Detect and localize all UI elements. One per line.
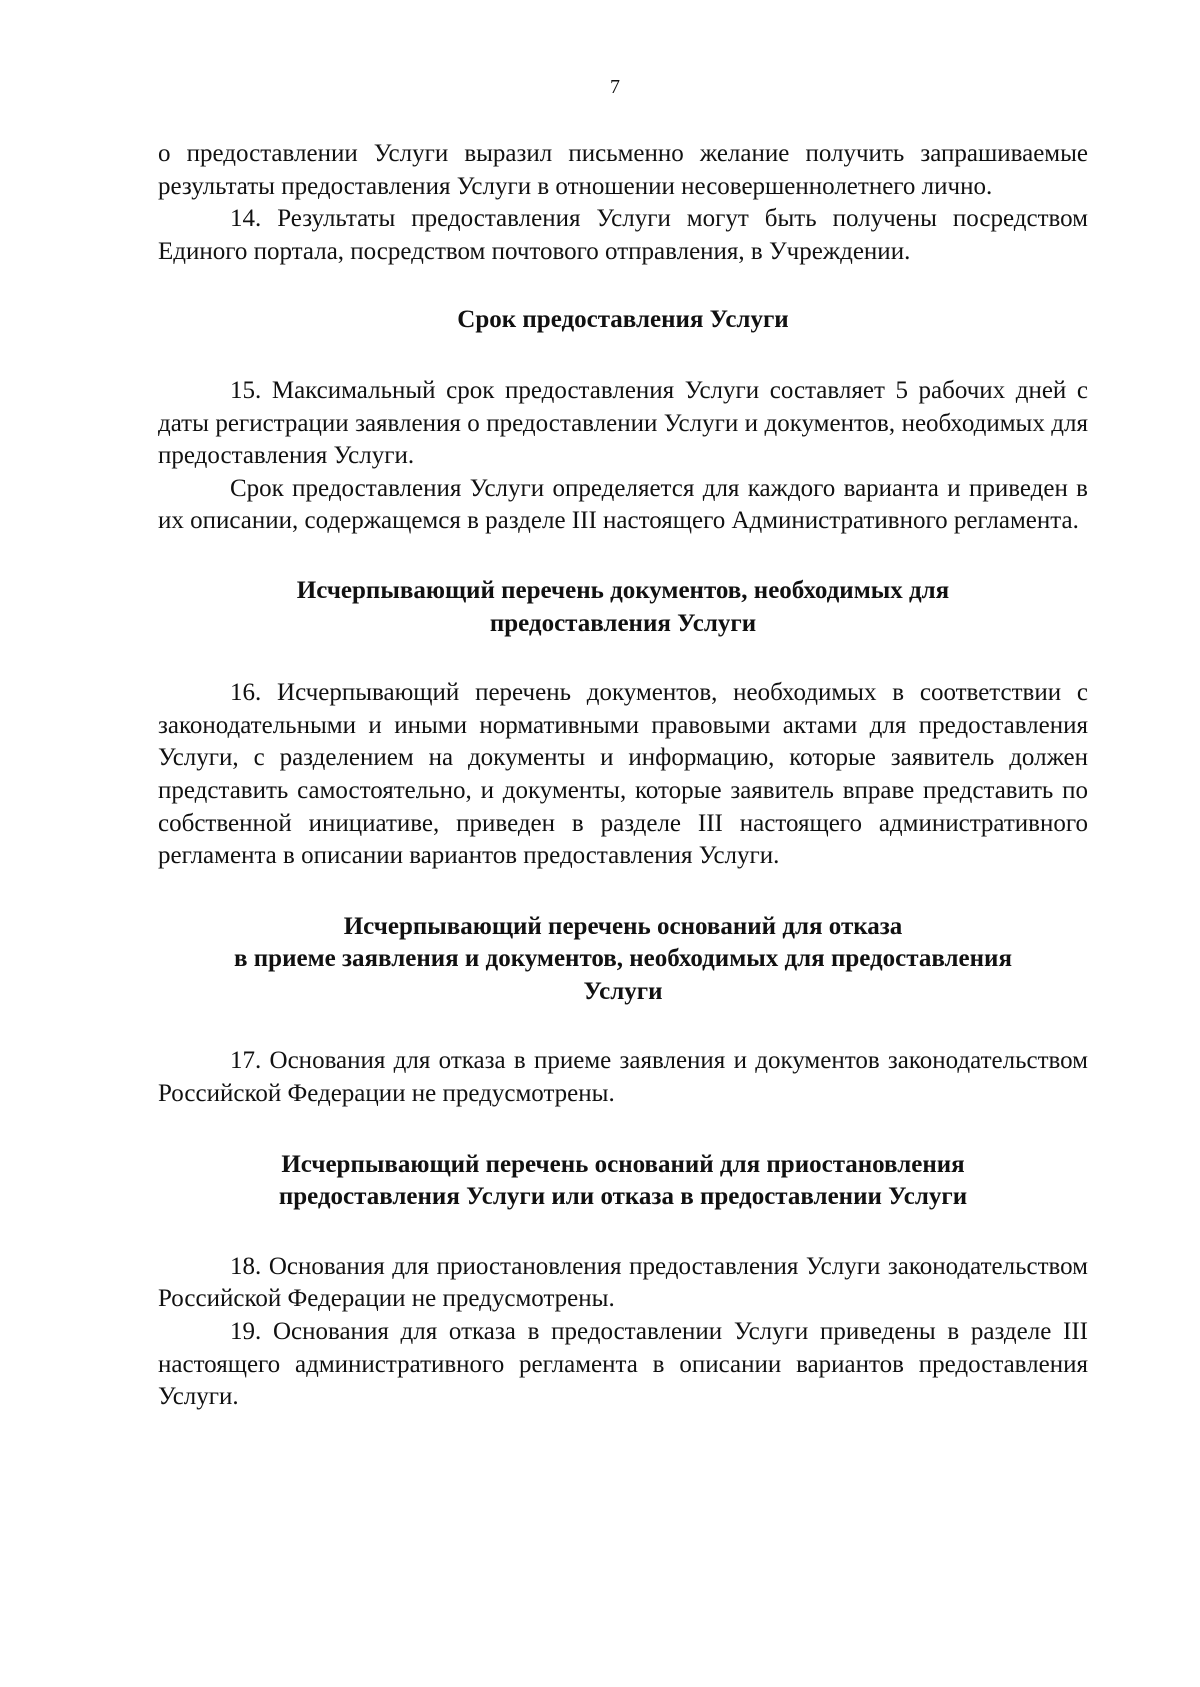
- section-heading-suspension: [158, 1149, 1088, 1214]
- heading-line: предоставления Услуги или отказа в предоставлении Услуги: [278, 1183, 968, 1211]
- section-heading-term: [158, 304, 1088, 337]
- heading-line: в приеме заявления и документов, необходимых для предоставления: [234, 945, 1012, 973]
- paragraph-15-term-variant: Срок предоставления Услуги определяется для каждого варианта и приведен в их описании, содержащемся в разделе III настоящего Административного регламента.: [158, 474, 1088, 535]
- paragraph-17: 17. Основания для отказа в приеме заявления и документов законодательством Российской Федерации не предусмотрены.: [158, 1047, 1088, 1108]
- heading-line: Услуги: [583, 977, 663, 1005]
- heading-line: Исчерпывающий перечень оснований для отказа: [343, 912, 903, 940]
- heading-line: Исчерпывающий перечень документов, необходимых для: [296, 576, 950, 604]
- paragraph-15: 15. Максимальный срок предоставления Услуги составляет 5 рабочих дней с даты регистрации заявления о предоставлении Услуги и документов, необходимых для предоставления Услуги.: [158, 376, 1088, 470]
- paragraph-18: 18. Основания для приостановления предоставления Услуги законодательством Российской Федерации не предусмотрены.: [158, 1252, 1088, 1313]
- section-heading-documents: [158, 575, 1088, 640]
- paragraph-16: 16. Исчерпывающий перечень документов, необходимых в соответствии с законодательными и иными нормативными правовыми актами для предоставления Услуги, с разделением на документы и информацию, которые заявитель должен представить самостоятельно, и документы, которые заявитель вправе представить по собственной инициативе, приведен в разделе III настоящего административного регламента в описании вариантов предоставления Услуги.: [158, 679, 1088, 870]
- heading-line: предоставления Услуги: [489, 609, 757, 637]
- heading-line: Исчерпывающий перечень оснований для приостановления: [281, 1150, 965, 1178]
- paragraph-14: 14. Результаты предоставления Услуги могут быть получены посредством Единого портала, посредством почтового отправления, в Учреждении.: [158, 205, 1088, 265]
- page-number: 7: [610, 76, 620, 98]
- section-heading-refusal-acceptance: [158, 911, 1088, 1009]
- paragraph-continuation: о предоставлении Услуги выразил письменно желание получить запрашиваемые результаты предоставления Услуги в отношении несовершеннолетнего лично.: [158, 140, 1088, 200]
- document-body: [158, 138, 1088, 1414]
- paragraph-19: 19. Основания для отказа в предоставлении Услуги приведены в разделе III настоящего административного регламента в описании вариантов предоставления Услуги.: [158, 1318, 1088, 1411]
- heading-line: Срок предоставления Услуги: [457, 306, 789, 334]
